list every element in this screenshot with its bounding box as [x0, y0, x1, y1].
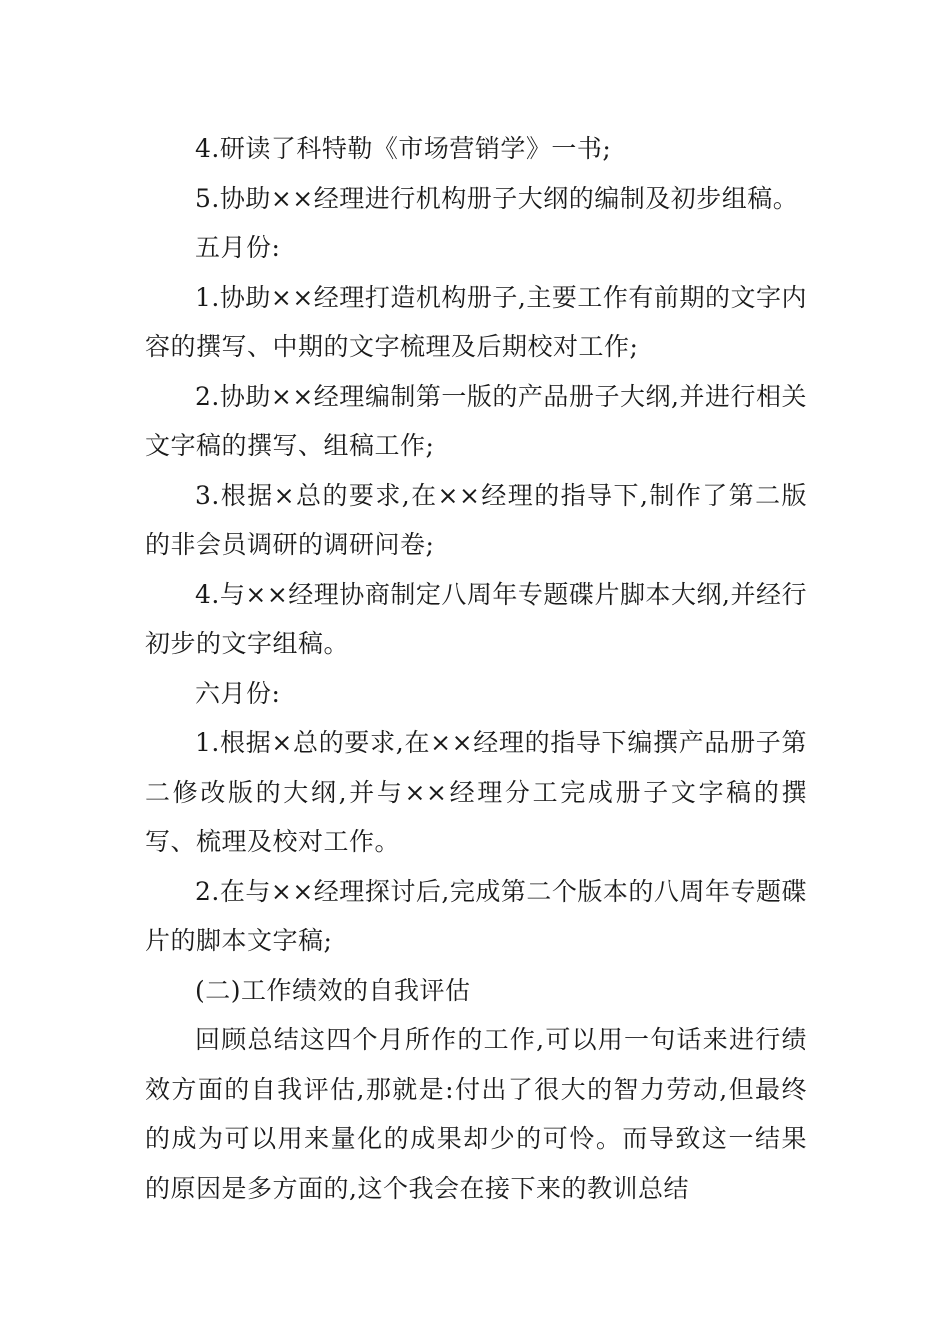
paragraph-may-item-3: 3.根据×总的要求,在××经理的指导下,制作了第二版的非会员调研的调研问卷;: [145, 480, 807, 559]
paragraph-may-item-4: 4.与××经理协商制定八周年专题碟片脚本大纲,并经行初步的文字组稿。: [145, 579, 807, 658]
section-heading-may: 五月份:: [195, 233, 281, 262]
paragraph-may-item-2: 2.协助××经理编制第一版的产品册子大纲,并进行相关文字稿的撰写、组稿工作;: [145, 381, 807, 460]
paragraph-self-evaluation: 回顾总结这四个月所作的工作,可以用一句话来进行绩效方面的自我评估,那就是:付出了很大的智力劳动,但最终的成为可以用来量化的成果却少的可怜。而导致这一结果的原因是多方面的,这个我会在接下来的教训总结: [145, 1025, 807, 1203]
paragraph-april-item-4: 4.研读了科特勒《市场营销学》一书;: [195, 134, 612, 163]
paragraph-april-item-5: 5.协助××经理进行机构册子大纲的编制及初步组稿。: [195, 183, 799, 213]
section-heading-self-evaluation: (二)工作绩效的自我评估: [195, 975, 471, 1005]
section-heading-june: 六月份:: [195, 678, 281, 708]
paragraph-may-item-1: 1.协助××经理打造机构册子,主要工作有前期的文字内容的撰写、中期的文字梳理及后期校对工作;: [145, 282, 807, 361]
document-body: [145, 124, 807, 1213]
paragraph-june-item-1: 1.根据×总的要求,在××经理的指导下编撰产品册子第二修改版的大纲,并与××经理分工完成册子文字稿的撰写、梳理及校对工作。: [145, 728, 807, 856]
paragraph-june-item-2: 2.在与××经理探讨后,完成第二个版本的八周年专题碟片的脚本文字稿;: [145, 876, 807, 955]
